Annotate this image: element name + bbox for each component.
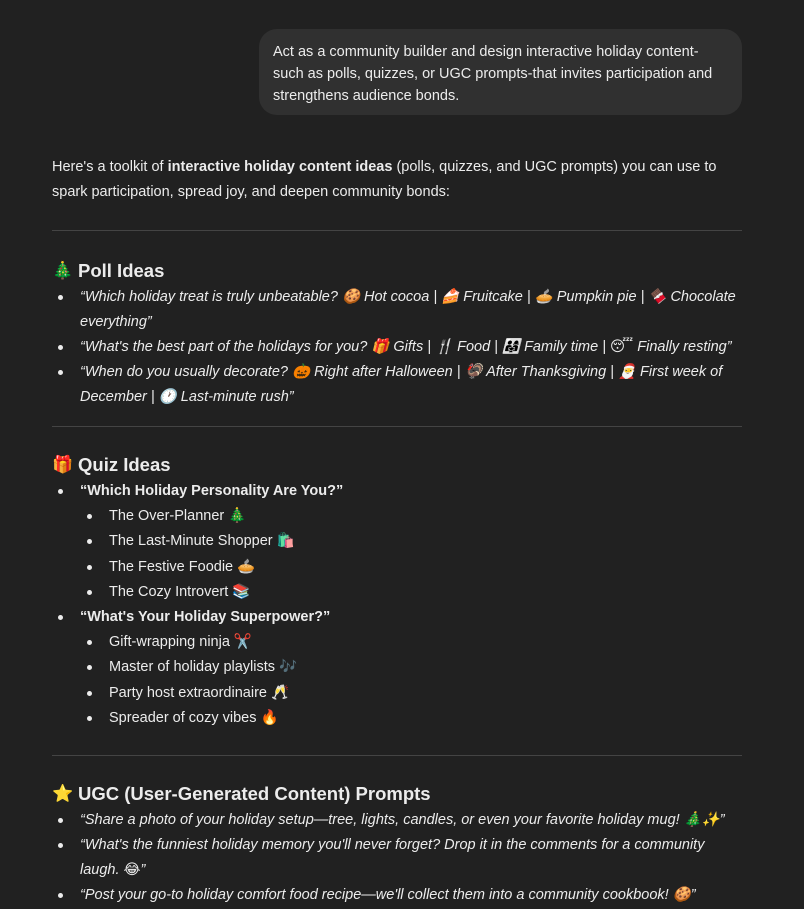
list-item: “Share a photo of your holiday setup—tree, lights, candles, or even your favorite holiday mug! 🎄✨” [52, 808, 742, 833]
quiz-title-text: Quiz Ideas [78, 454, 171, 475]
list-item: Master of holiday playlists 🎶 [80, 655, 742, 680]
section-title-poll [52, 257, 742, 285]
section-title-ugc [52, 780, 742, 808]
list-item: The Over-Planner 🎄 [80, 504, 742, 529]
list-item [52, 605, 742, 731]
user-message-text: Act as a community builder and design interactive holiday content-such as polls, quizzes, or UGC prompts-that invites participation and strengthens audience bonds. [273, 44, 713, 104]
quiz-heading: “What's Your Holiday Superpower?” [80, 609, 331, 626]
divider [52, 230, 742, 231]
list-item [52, 479, 742, 605]
tree-icon: 🎄 [52, 261, 74, 280]
intro-paragraph [52, 155, 742, 205]
list-item: The Cozy Introvert 📚 [80, 580, 742, 605]
list-item: The Festive Foodie 🥧 [80, 555, 742, 580]
list-item: Gift-wrapping ninja ✂️ [80, 630, 742, 655]
list-item: “What's the funniest holiday memory you'll never forget? Drop it in the comments for a community laugh. 😂” [52, 833, 742, 883]
quiz-sublist [80, 504, 742, 605]
ugc-list [52, 808, 742, 908]
poll-title-text: Poll Ideas [78, 260, 165, 281]
poll-list [52, 285, 742, 410]
quiz-heading: “Which Holiday Personality Are You?” [80, 483, 344, 499]
list-item: “When do you usually decorate? 🎃 Right after Halloween | 🦃 After Thanksgiving | 🎅 First week of December | 🕐 Last-minute rush” [52, 360, 742, 410]
divider [52, 426, 742, 427]
list-item: “Which holiday treat is truly unbeatable? 🍪 Hot cocoa | 🍰 Fruitcake | 🥧 Pumpkin pie | 🍫 Chocolate everything” [52, 285, 742, 335]
user-message-bubble [259, 29, 742, 115]
list-item: Party host extraordinaire 🥂 [80, 681, 742, 706]
list-item: The Last-Minute Shopper 🛍️ [80, 529, 742, 554]
list-item: “Post your go-to holiday comfort food recipe—we'll collect them into a community cookbook! 🍪” [52, 883, 742, 908]
assistant-response [52, 155, 742, 908]
section-title-quiz [52, 451, 742, 479]
ugc-title-text: UGC (User-Generated Content) Prompts [78, 783, 431, 805]
intro-text-end: (polls, quizzes, and UGC prompts) you can use to spark participation, spread joy, and deepen community bonds: [52, 159, 717, 200]
intro-text-bold: interactive holiday content ideas [167, 159, 393, 175]
list-item: Spreader of cozy vibes 🔥 [80, 706, 742, 731]
gift-icon: 🎁 [52, 455, 74, 474]
quiz-list [52, 479, 742, 731]
star-icon: ⭐ [52, 784, 74, 804]
quiz-sublist [80, 630, 742, 731]
intro-text-start: Here's a toolkit of [52, 159, 168, 175]
list-item: “What's the best part of the holidays for you? 🎁 Gifts | 🍴 Food | 👨‍👩‍👧 Family time | 😴 Finally resting” [52, 335, 742, 360]
divider [52, 755, 742, 756]
